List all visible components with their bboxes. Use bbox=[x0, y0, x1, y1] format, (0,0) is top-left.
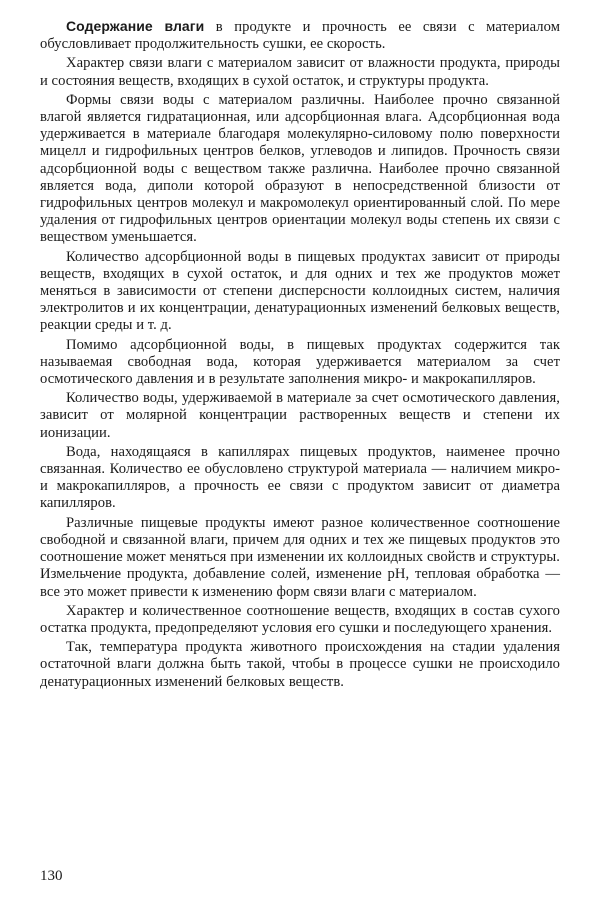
paragraph-bond-forms: Формы связи воды с материалом различны. Наиболее прочно связанной влагой является гидратационная, или адсорбционная влага. Адсорбционная вода удерживается в материале благодаря молекулярно-силовому полю поверхности мицелл и гидрофильных центров белков, углеводов и липидов. Прочность связи адсорбционной воды с веществом также различна. Наиболее прочно связанной является вода, диполи которой образуют в непосредственной близости от гидрофильных центров молекул и макромолекул ориентированный слой. По мере удаления от гидрофильных центров ориентации молекул воды степень их связи с веществом уменьшается. bbox=[40, 91, 560, 246]
paragraph-capillary-water: Вода, находящаяся в капиллярах пищевых продуктов, наименее прочно связанная. Количество ее обусловлено структурой материала — наличием микро- и макрокапилляров, а прочность ее связи с продуктом зависит от диаметра капилляров. bbox=[40, 443, 560, 512]
paragraph-text: в продукте и прочность ее связи с материалом обусловливает продолжительность сушки, ее скорость. bbox=[40, 19, 560, 53]
paragraph-lead-term: Содержание влаги bbox=[66, 18, 205, 34]
paragraph-moisture-ratio: Различные пищевые продукты имеют разное количественное соотношение свободной и связанной влаги, причем для одних и тех же пищевых продуктов это соотношение может меняться при изменении их коллоидных свойств и структуры. Измельчение продукта, добавление солей, изменение pH, тепловая обработка — все это может привести к изменению форм связи влаги с материалом. bbox=[40, 514, 560, 600]
paragraph-moisture-content bbox=[40, 18, 560, 53]
paragraph-temperature: Так, температура продукта животного происхождения на стадии удаления остаточной влаги должна быть такой, чтобы в процессе сушки не происходило денатурационных изменений белковых веществ. bbox=[40, 639, 560, 690]
paragraph-osmotic-water: Количество воды, удерживаемой в материале за счет осмотического давления, зависит от молярной концентрации растворенных веществ и степени их ионизации. bbox=[40, 390, 560, 441]
paragraph-dry-residue: Характер и количественное соотношение веществ, входящих в состав сухого остатка продукта, предопределяют условия его сушки и последующего хранения. bbox=[40, 602, 560, 636]
text-column bbox=[40, 18, 560, 691]
paragraph-adsorption-amount: Количество адсорбционной воды в пищевых продуктах зависит от природы веществ, входящих в сухой остаток, и для одних и тех же продуктов может меняться в зависимости от степени дисперсности коллоидных систем, наличия электролитов и их концентрации, денатурационных изменений белковых веществ, реакции среды и т. д. bbox=[40, 248, 560, 334]
page-number: 130 bbox=[40, 868, 63, 884]
paragraph-free-water: Помимо адсорбционной воды, в пищевых продуктах содержится так называемая свободная вода, которая удерживается материалом за счет осмотического давления и в результате заполнения микро- и макрокапилляров. bbox=[40, 336, 560, 388]
paragraph-bond-character: Характер связи влаги с материалом зависит от влажности продукта, природы и состояния веществ, входящих в сухой остаток, и структуры продукта. bbox=[40, 55, 560, 89]
